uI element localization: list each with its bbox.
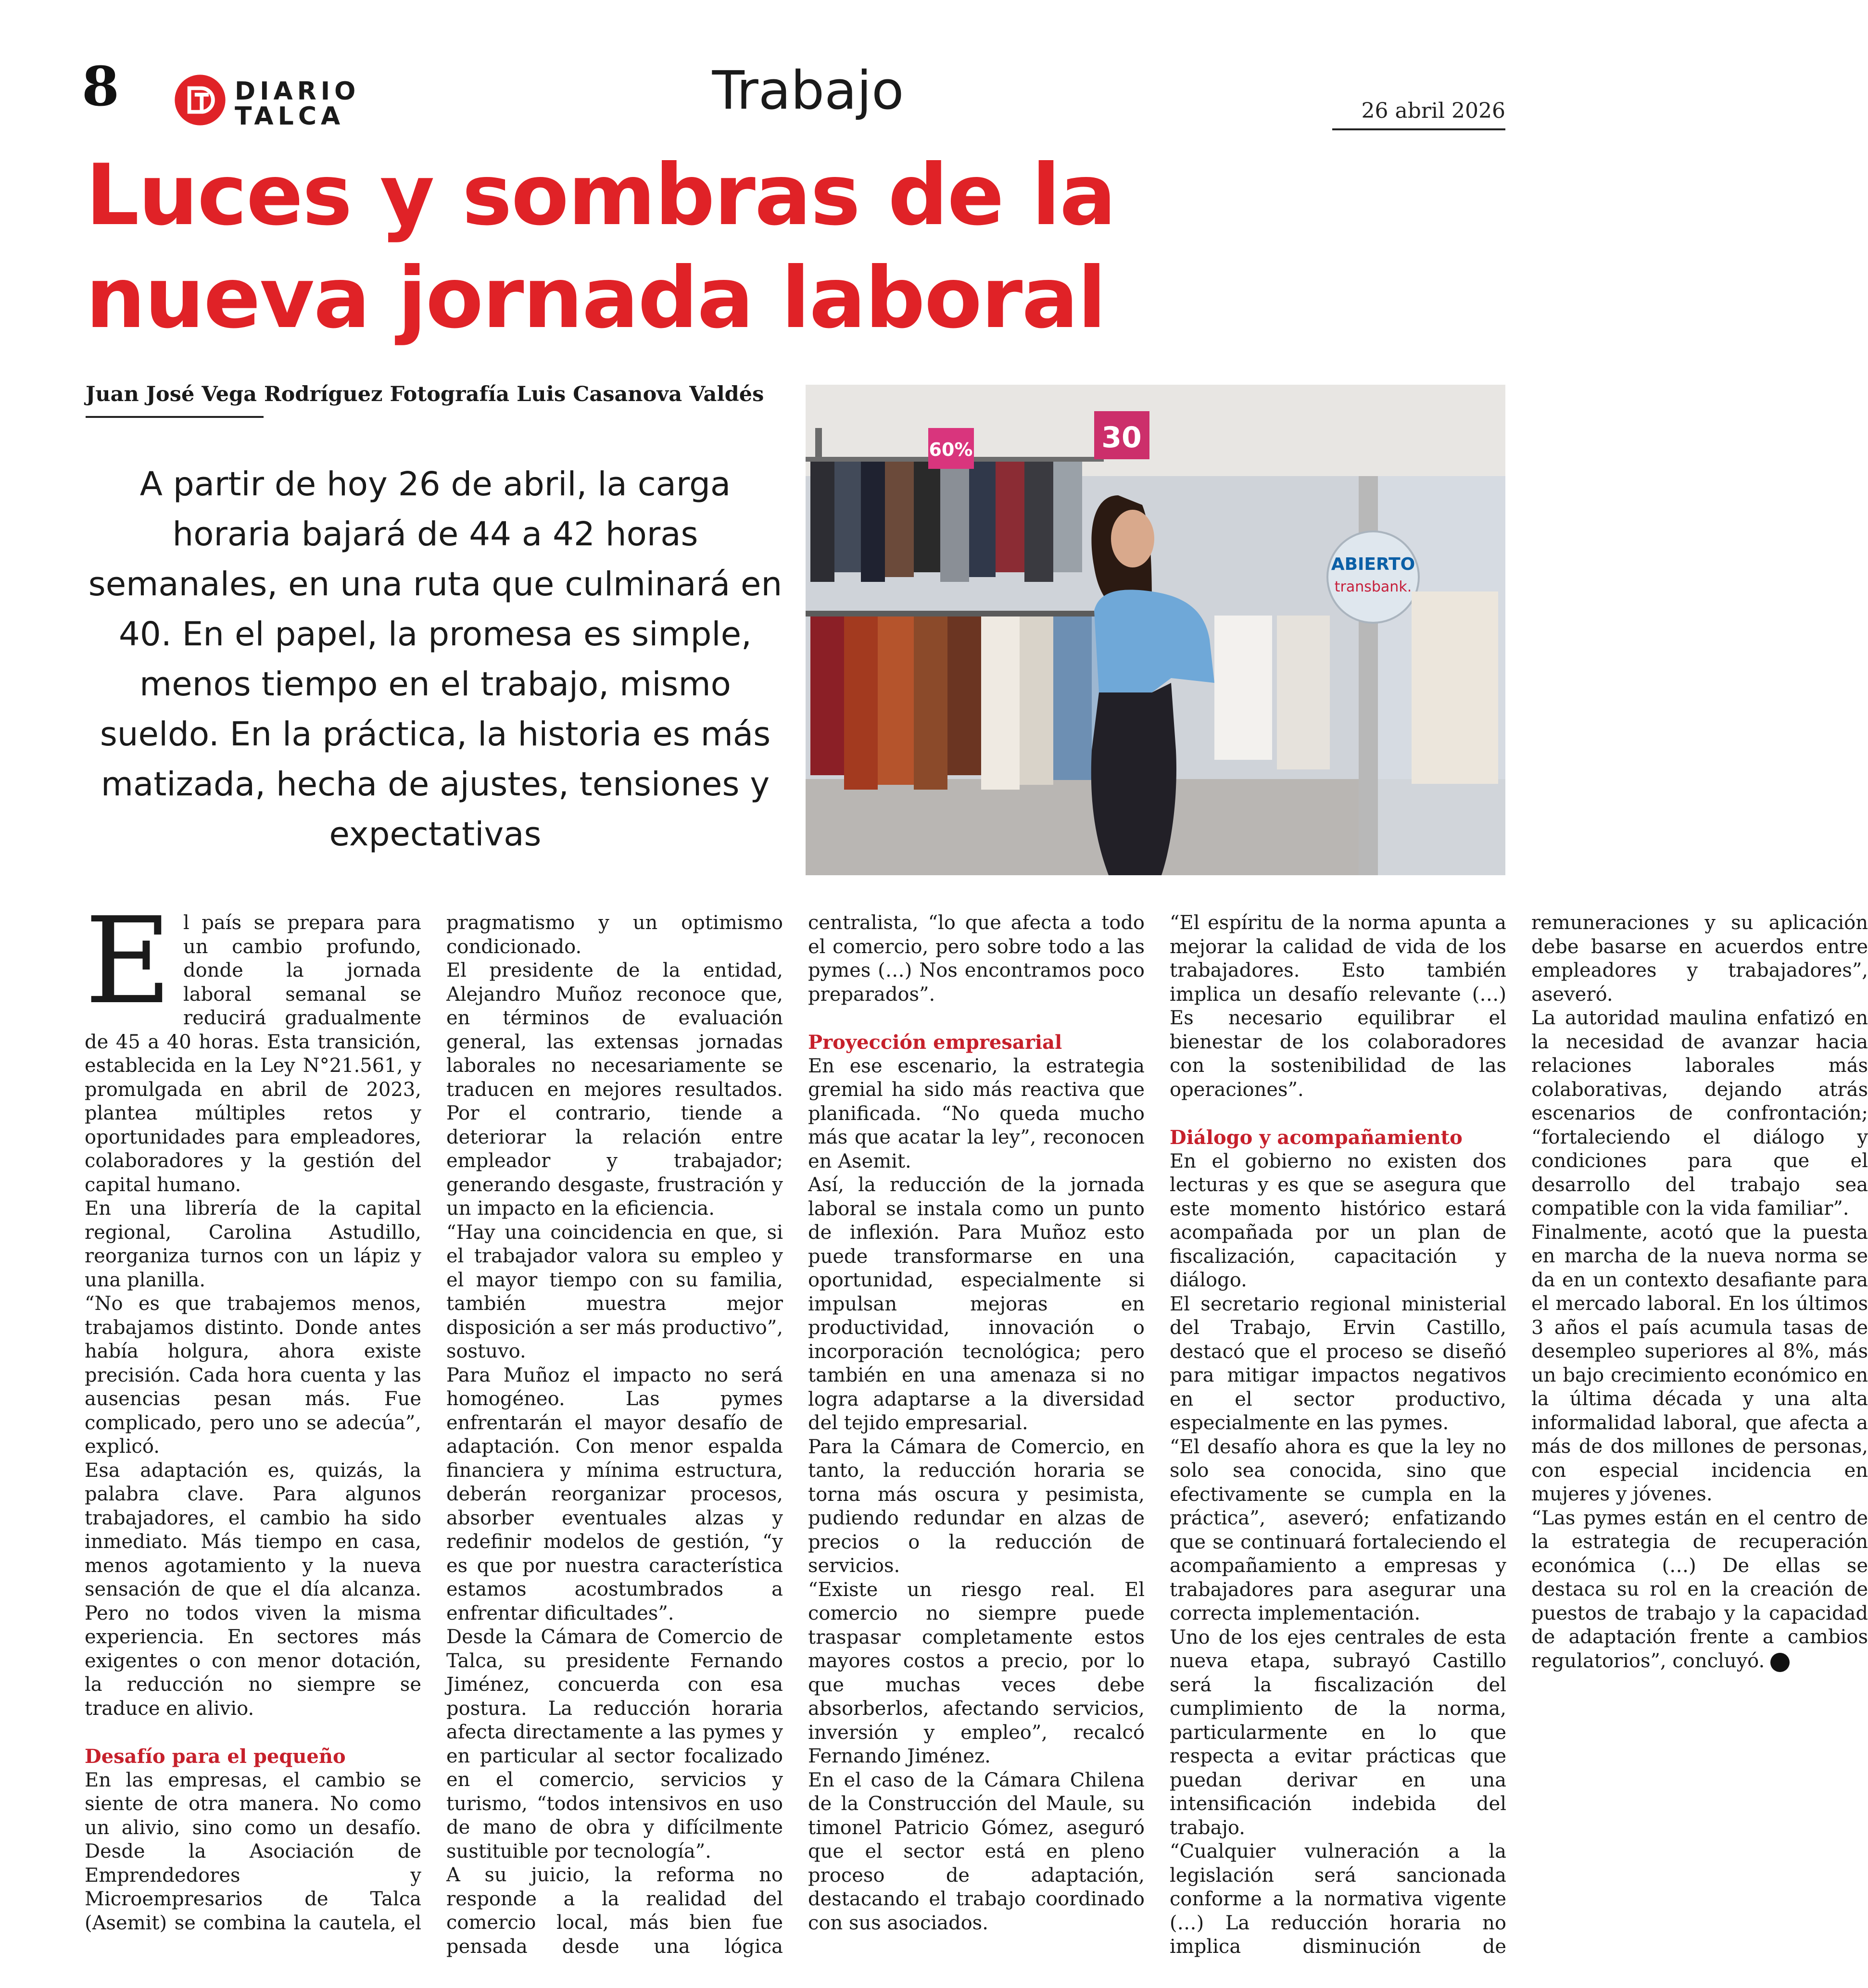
section-title: Trabajo bbox=[712, 60, 904, 121]
end-of-article-icon bbox=[1770, 1653, 1790, 1672]
paragraph bbox=[85, 892, 421, 1197]
paragraph: Finalmente, acotó que la puesta en marcha de la nueva norma se da en un contexto desafiante para el mercado laboral. En los últimos 3 años el país acumula tasas de desempleo superiores al 8%, más un bajo crecimiento económico en la última década y una alta informalidad laboral, que afecta a más de dos millones de personas, con especial incidencia en mujeres y jóvenes. bbox=[1531, 1221, 1868, 1505]
paragraph: Así, la reducción de la jornada laboral se instala como un punto de inflexión. Para Muñoz esto puede transformarse en una oportunidad, especialmente si impulsan mejoras en productividad, innovación o incorporación tecnológica; pero también en una amenaza si no logra adaptarse a la diversidad del tejido empresarial. bbox=[808, 1174, 1145, 1434]
subheading-desafio: Desafío para el pequeño bbox=[85, 1745, 346, 1768]
paragraph: El secretario regional ministerial del Trabajo, Ervin Castillo, destacó que el proceso se diseñó para mitigar impactos negativos en el sector productivo, especialmente en las pymes. bbox=[1170, 1293, 1506, 1434]
newspaper-logo bbox=[173, 71, 366, 129]
paragraph: Desde la Cámara de Comercio de Talca, su presidente Fernando Jiménez, concuerda con esa postura. La reducción horaria afecta directamente a las pymes y en particular al sector focalizado en el comercio, servicios y turismo, “todos intensivos en uso de mano de obra y difícilmente sustituible por tecnología”. bbox=[446, 1626, 783, 1862]
article-body bbox=[85, 892, 1868, 1960]
date-underline bbox=[1332, 128, 1505, 130]
paragraph: Uno de los ejes centrales de esta nueva etapa, subrayó Castillo será la fiscalización del cumplimiento de la norma, particularmente en lo que respecta a evitar prácticas que puedan derivar en una intensificación indebida del trabajo. bbox=[1170, 1626, 1506, 1839]
drop-cap: E bbox=[85, 892, 172, 1031]
byline-underline bbox=[86, 416, 264, 418]
paragraph: A su juicio, la reforma no responde a la realidad del comercio local, más bien fue pensada desde una lógica centralista, “lo que afecta a todo el comercio, pero sobre todo a las pymes (…) Nos encontramos poco preparados”. bbox=[446, 912, 1145, 1958]
paragraph: Para Muñoz el impacto no será homogéneo. Las pymes enfrentarán el mayor desafío de adaptación. Con menor espalda financiera y mínima estructura, deberán reorganizar procesos, absorber eventuales alzas y redefinir modelos de gestión, “y es que por nuestra característica estamos acostumbrados a enfrentar dificultades”. bbox=[446, 1364, 783, 1624]
paragraph: En una librería de la capital regional, Carolina Astudillo, reorganiza turnos con un lápiz y una planilla. bbox=[85, 1197, 421, 1291]
issue-date: 26 abril 2026 bbox=[1361, 99, 1505, 123]
page-number: 8 bbox=[82, 55, 119, 118]
paragraph bbox=[1531, 1507, 1868, 1673]
sale-sign-30-text: 30 bbox=[1101, 421, 1142, 454]
logo-word-diario: DIARIO bbox=[235, 77, 360, 106]
paragraph-text: l país se prepara para un cambio profundo, donde la jornada laboral semanal se reducirá gradualmente de 45 a 40 horas. Esta transición, establecida en la Ley N°21.561, y promulgada en abril de 2023, plantea múltiples retos y oportunidades para empleadores, colaboradores y la gestión del capital humano. bbox=[85, 912, 421, 1196]
paragraph: Esa adaptación es, quizás, la palabra clave. Para algunos trabajadores, el cambio ha sido inmediato. Más tiempo en casa, menos agotamiento y la nueva sensación de que el día alcanza. Pero no todos viven la misma experiencia. En sectores más exigentes o con menor dotación, la reducción no siempre se traduce en alivio. bbox=[85, 1459, 421, 1720]
paragraph: “Cualquier vulneración a la legislación será sancionada conforme a la normativa vigente (…) La reducción horaria no implica disminución de remuneraciones y su aplicación debe basarse en acuerdos entre empleadores y trabajadores”, aseveró. bbox=[1170, 912, 1868, 1958]
paragraph: En ese escenario, la estrategia gremial ha sido más reactiva que planificada. “No queda mucho más que acatar la ley”, reconocen en Asemit. bbox=[808, 1055, 1145, 1172]
paragraph: “El desafío ahora es que la ley no solo sea conocida, sino que efectivamente se cumpla en la práctica”, aseveró; enfatizando que se continuará fortaleciendo el acompañamiento a empresas y trabajadores para asegurar una correcta implementación. bbox=[1170, 1435, 1506, 1624]
subheading-proyeccion: Proyección empresarial bbox=[808, 1031, 1062, 1054]
logo-word-talca: TALCA bbox=[235, 102, 345, 131]
paragraph: “El espíritu de la norma apunta a mejorar la calidad de vida de los trabajadores. Esto también implica un desafío relevante (…) Es necesario equilibrar el bienestar de los colaboradores con la sostenibilidad de las operaciones”. bbox=[1170, 912, 1506, 1101]
paragraph: En las empresas, el cambio se siente de otra manera. No como un alivio, sino como un desafío. Desde la Asociación de Emprendedores y Microempresarios de Talca (Asemit) se combina la cautela, el pragmatismo y un optimismo condicionado. bbox=[85, 912, 783, 1934]
sale-sign-30 bbox=[1094, 411, 1149, 459]
sale-sign-60-text: 60% bbox=[929, 439, 973, 460]
paragraph: “Existe un riesgo real. El comercio no siempre puede traspasar completamente estos mayores costos a precio, por lo que muchas veces debe absorberlos, afectando servicios, inversión y empleo”, recalcó Fernando Jiménez. bbox=[808, 1578, 1145, 1767]
paragraph: “Hay una coincidencia en que, si el trabajador valora su empleo y el mayor tiempo con su familia, también muestra mejor disposición a ser más productivo”, sostuvo. bbox=[446, 1221, 783, 1362]
paragraph-text: “Las pymes están en el centro de la estrategia de recuperación económica (…) De ellas se destaca su rol en la creación de puestos de trabajo y la capacidad de adaptación frente a cambios regulatorios”, concluyó. bbox=[1531, 1507, 1868, 1672]
article-lead: A partir de hoy 26 de abril, la carga horaria bajará de 44 a 42 horas semanales, en una ruta que culminará en 40. En el papel, la promesa es simple, menos tiempo en el trabajo, mismo sueldo. En la práctica, la historia es más matizada, hecha de ajustes, tensiones y expectativas bbox=[88, 465, 783, 854]
paragraph: La autoridad maulina enfatizó en la necesidad de avanzar hacia relaciones laborales más colaborativas, dejando atrás escenarios de confrontación; “fortaleciendo el diálogo y condiciones para que el desarrollo del trabajo sea compatible con la vida familiar”. bbox=[1531, 1007, 1868, 1220]
paragraph: En el gobierno no existen dos lecturas y es que se asegura que este momento histórico estará acompañada por un plan de fiscalización, capacitación y diálogo. bbox=[1170, 1150, 1506, 1291]
subheading-dialogo: Diálogo y acompañamiento bbox=[1170, 1126, 1463, 1149]
paragraph: En el caso de la Cámara Chilena de la Construcción del Maule, su timonel Patricio Gómez, aseguró que el sector está en pleno proceso de adaptación, destacando el trabajo coordinado con sus asociados. bbox=[808, 1769, 1145, 1934]
door-sign-open-text: ABIERTO bbox=[1331, 554, 1415, 574]
paragraph: “No es que trabajemos menos, trabajamos distinto. Donde antes había holgura, ahora existe precisión. Cada hora cuenta y las ausencias pesan más. Fue complicado, pero uno se adecúa”, explicó. bbox=[85, 1293, 421, 1458]
article-headline: Luces y sombras de la nueva jornada laboral bbox=[86, 147, 1116, 347]
article-byline: Juan José Vega Rodríguez Fotografía Luis Casanova Valdés bbox=[86, 382, 764, 406]
paragraph: Para la Cámara de Comercio, en tanto, la reducción horaria se torna más oscura y pesimista, pudiendo redundar en alzas de precios o la reducción de servicios. bbox=[808, 1435, 1145, 1577]
paragraph: El presidente de la entidad, Alejandro Muñoz reconoce que, en términos de evaluación general, las extensas jornadas laborales no necesariamente se traducen en mejores resultados. Por el contrario, tiende a deteriorar la relación entre empleador y trabajador; generando desgaste, frustración y un impacto en la eficiencia. bbox=[446, 959, 783, 1220]
door-sign-transbank-text: transbank. bbox=[1334, 579, 1412, 595]
diario-talca-logo-icon bbox=[173, 73, 227, 127]
article-photo bbox=[806, 385, 1505, 875]
sale-sign-60 bbox=[928, 428, 974, 469]
